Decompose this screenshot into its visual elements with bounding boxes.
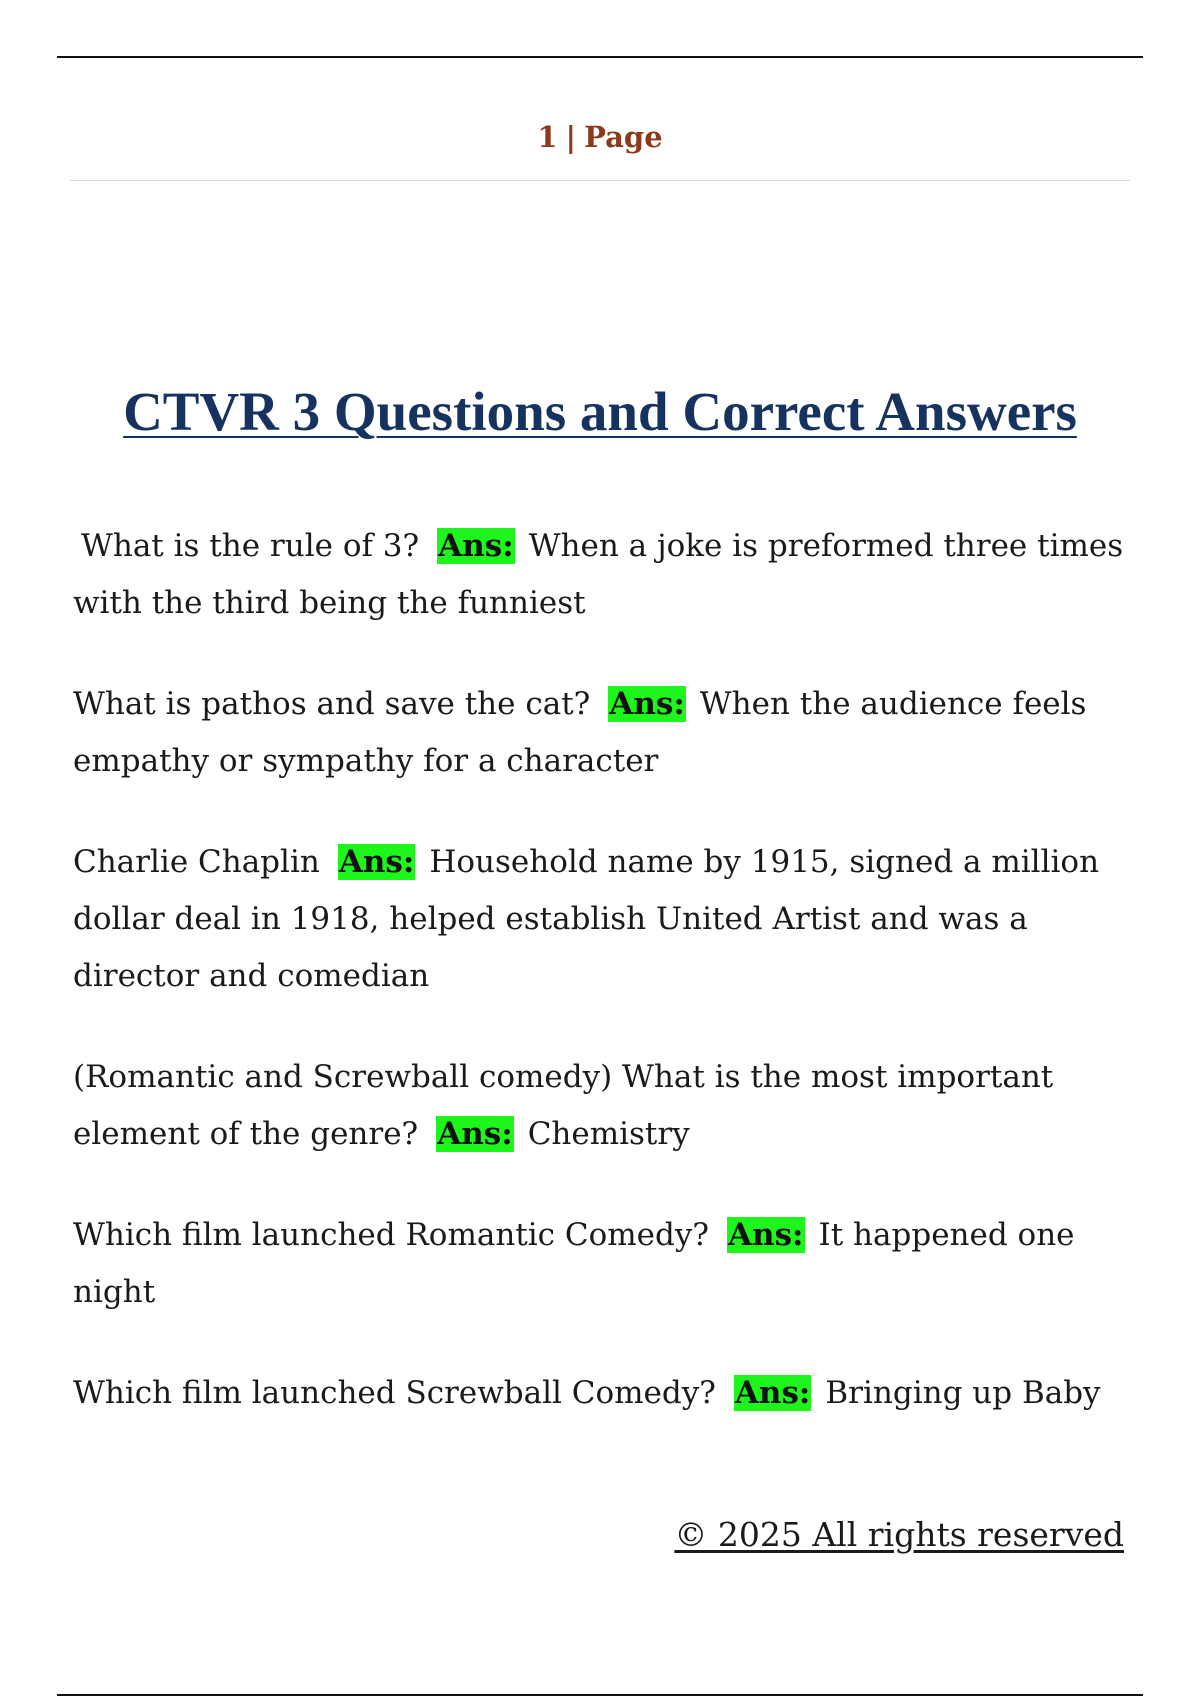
answer-label: Ans: xyxy=(609,686,685,722)
page-number-header xyxy=(0,120,1200,154)
answer-text: Bringing up Baby xyxy=(825,1375,1101,1411)
answer-text: Chemistry xyxy=(527,1116,690,1152)
question-text: Which film launched Screwball Comedy? xyxy=(73,1375,716,1411)
header-divider xyxy=(70,180,1130,181)
answer-label: Ans: xyxy=(338,844,415,880)
qa-item xyxy=(73,1365,1133,1422)
qa-item xyxy=(73,518,1133,632)
answer-text: When a joke is preformed three times with the third being the funniest xyxy=(73,528,1124,621)
question-text: Which film launched Romantic Comedy? xyxy=(73,1217,709,1253)
answer-text: Household name by 1915, signed a million dollar deal in 1918, helped establish United Artist and was a director and comedian xyxy=(73,844,1100,994)
top-rule xyxy=(57,56,1143,58)
question-text: (Romantic and Screwball comedy) What is the most important element of the genre? xyxy=(73,1059,1054,1152)
bottom-rule xyxy=(57,1694,1143,1696)
qa-item xyxy=(73,1207,1133,1321)
question-text: What is the rule of 3? xyxy=(81,528,420,564)
question-text: What is pathos and save the cat? xyxy=(73,686,591,722)
qa-list xyxy=(73,518,1133,1466)
page-separator: | xyxy=(565,120,577,154)
qa-item xyxy=(73,1049,1133,1163)
question-text: Charlie Chaplin xyxy=(73,844,320,880)
qa-item xyxy=(73,834,1133,1005)
page-number: 1 xyxy=(537,120,558,154)
answer-label: Ans: xyxy=(734,1375,811,1411)
page-label: Page xyxy=(584,120,663,154)
answer-text: It happened one night xyxy=(73,1217,1075,1310)
answer-label: Ans: xyxy=(728,1217,804,1253)
document-title: CTVR 3 Questions and Correct Answers xyxy=(123,381,1077,442)
qa-item xyxy=(73,676,1133,790)
answer-label: Ans: xyxy=(438,528,514,564)
answer-label: Ans: xyxy=(437,1116,513,1152)
copyright-notice: © 2025 All rights reserved xyxy=(674,1515,1124,1554)
answer-text: When the audience feels empathy or sympathy for a character xyxy=(73,686,1087,779)
